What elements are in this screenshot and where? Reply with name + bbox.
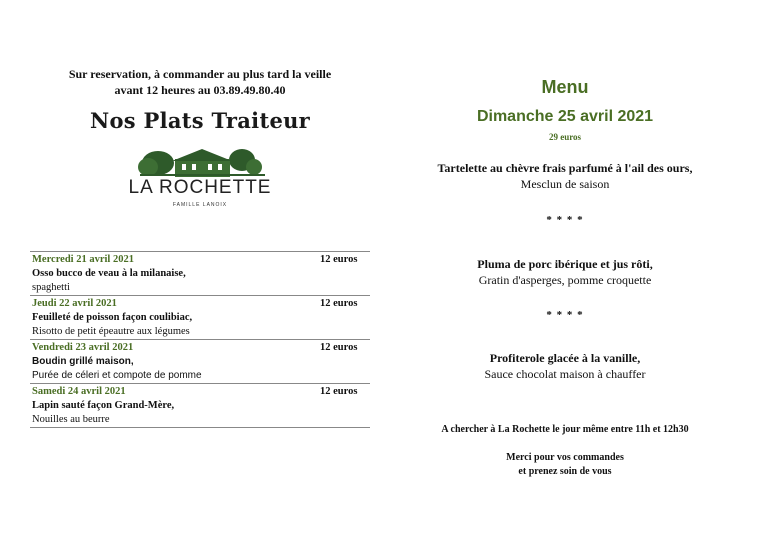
course-starter — [390, 160, 740, 192]
day-date: Mercredi 21 avril 2021 — [32, 254, 134, 265]
course-main: Profiterole glacée à la vanille, — [489, 351, 641, 365]
day-dish: Osso bucco de veau à la milanaise, — [32, 268, 186, 279]
brand-name: LA ROCHETTE — [128, 177, 272, 198]
list-item — [30, 383, 370, 428]
day-date: Jeudi 22 avril 2021 — [32, 298, 117, 309]
menu-price: 29 euros — [548, 132, 582, 142]
thanks-message — [390, 451, 740, 479]
reservation-notice — [30, 66, 370, 98]
course-main: Pluma de porc ibérique et jus rôti, — [477, 257, 653, 271]
pickup-info: A chercher à La Rochette le jour même entre 11h et 12h30 — [441, 424, 689, 435]
course-dessert — [390, 350, 740, 382]
day-side: Purée de céleri et compote de pomme — [32, 370, 202, 381]
course-side: Mesclun de saison — [520, 177, 610, 191]
thanks-line-1: Merci pour vos commandes — [506, 452, 624, 463]
day-side: Risotto de petit épeautre aux légumes — [32, 326, 190, 337]
list-item — [30, 251, 370, 295]
list-item — [30, 295, 370, 339]
day-price: 12 euros — [320, 254, 358, 265]
day-price: 12 euros — [320, 298, 358, 309]
course-main: Tartelette au chèvre frais parfumé à l'ail des ours, — [437, 161, 693, 175]
thanks-line-2: et prenez soin de vous — [518, 466, 612, 477]
menu-date: Dimanche 25 avril 2021 — [476, 108, 654, 125]
course-side: Gratin d'asperges, pomme croquette — [478, 273, 652, 287]
reservation-line-2: avant 12 heures au 03.89.49.80.40 — [114, 83, 286, 97]
list-item — [30, 339, 370, 383]
brand-subtitle: FAMILLE LANOIX — [172, 202, 228, 208]
menu-title: Menu — [541, 77, 589, 97]
course-side: Sauce chocolat maison à chauffer — [484, 367, 646, 381]
daily-dishes-list — [30, 251, 370, 428]
day-date: Vendredi 23 avril 2021 — [32, 342, 134, 353]
day-dish: Lapin sauté façon Grand-Mère, — [32, 400, 175, 411]
course-separator: * * * * — [546, 309, 584, 321]
day-date: Samedi 24 avril 2021 — [32, 386, 126, 397]
day-dish: Boudin grillé maison, — [32, 356, 134, 367]
reservation-line-1: Sur reservation, à commander au plus tard la veille — [68, 67, 332, 81]
day-dish: Feuilleté de poisson façon coulibiac, — [32, 312, 193, 323]
course-separator: * * * * — [546, 214, 584, 226]
day-price: 12 euros — [320, 386, 358, 397]
day-side: Nouilles au beurre — [32, 414, 110, 425]
course-main-dish — [390, 256, 740, 288]
day-price: 12 euros — [320, 342, 358, 353]
day-side: spaghetti — [32, 282, 70, 293]
page-title: Nos Plats Traiteur — [89, 108, 311, 133]
